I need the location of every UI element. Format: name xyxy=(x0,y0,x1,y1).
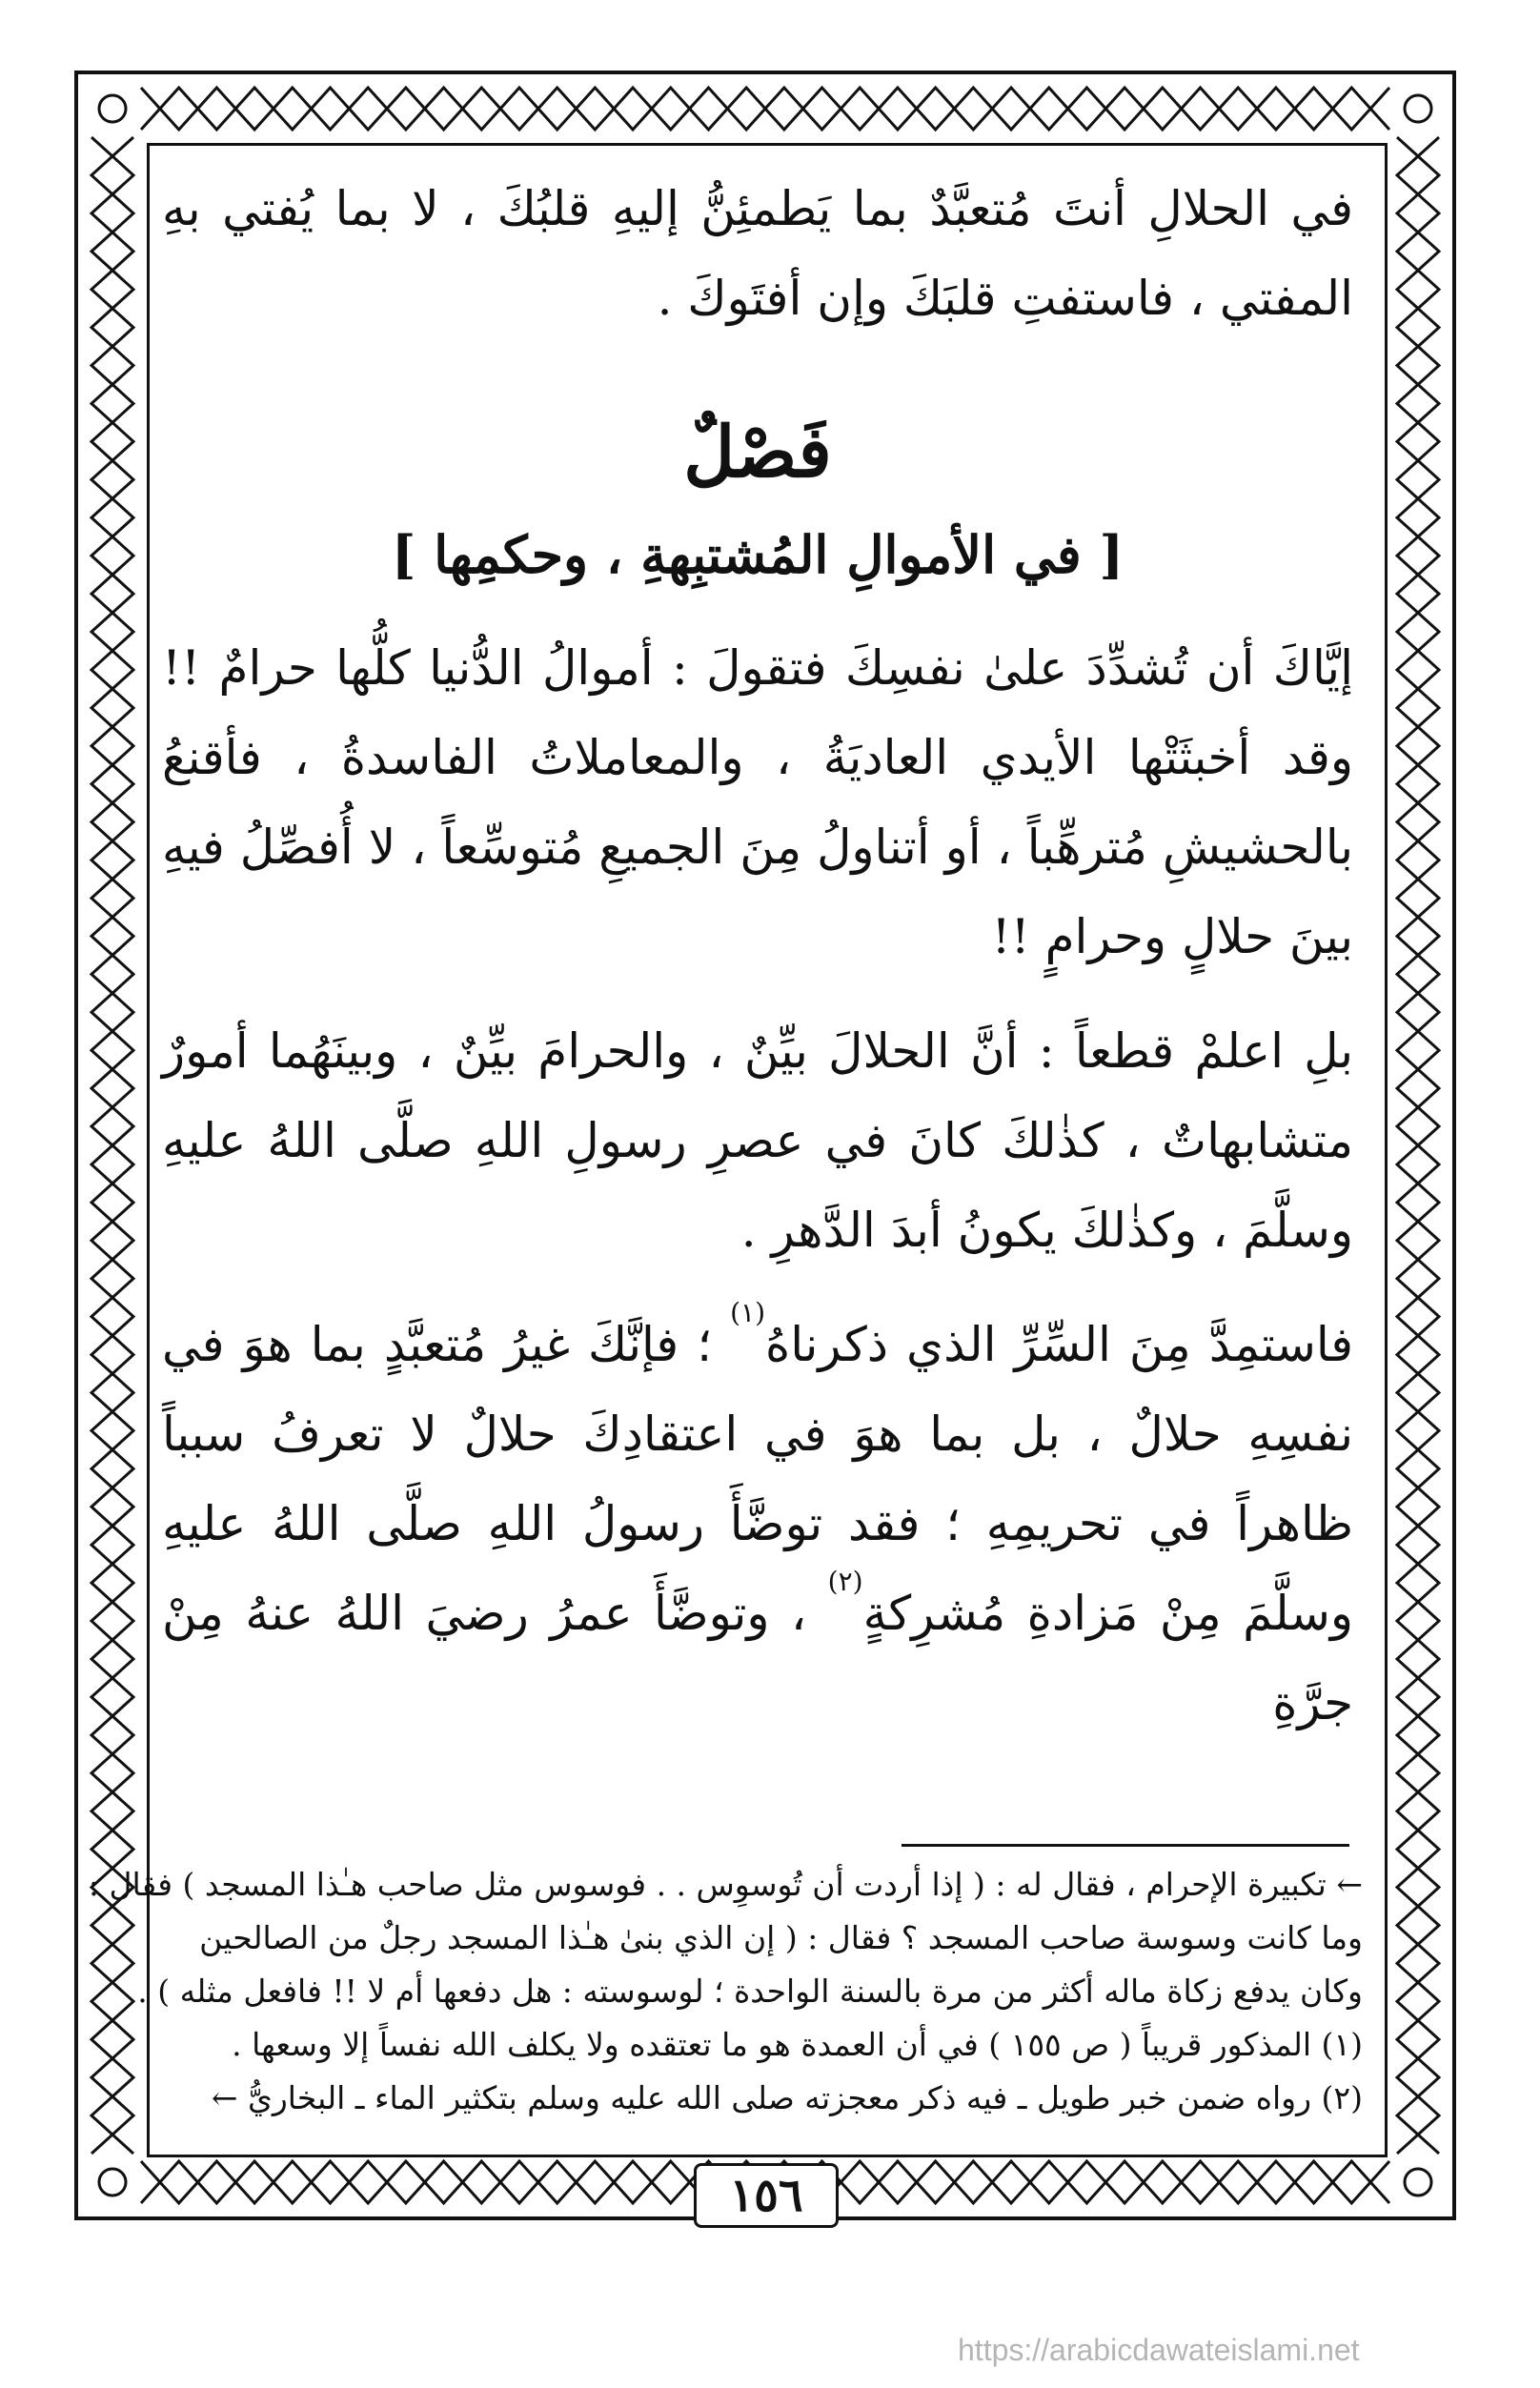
section-heading: فَصْلٌ xyxy=(683,412,832,494)
section-subheading: [ في الأموالِ المُشتبِهةِ ، وحكمِها ] xyxy=(391,524,1125,585)
paragraph-1: إيَّاكَ أن تُشدِّدَ علىٰ نفسِكَ فتقولَ : أموالُ الدُّنيا كلُّها حرامٌ !! وقد أخبثَتْها الأيدي العاديَةُ ، والمعاملاتُ الفاسدةُ ، فأقنعُ بالحشيشِ مُترهِّباً ، أو أتناولُ مِنَ الجميعِ مُتوسِّعاً ، لا أُفصِّلُ فيهِ بينَ حلالٍ وحرامٍ !! xyxy=(162,640,1353,964)
corner-ornament xyxy=(1405,95,1431,122)
page-number: ١٥٦ xyxy=(694,2163,839,2228)
paragraph-opening: في الحلالِ أنتَ مُتعبَّدٌ بما يَطمئِنُّ إليهِ قلبُكَ ، لا بما يُفتي بهِ المفتي ، فاستفتِ قلبَكَ وإن أفتَوكَ . xyxy=(162,181,1353,326)
footnote-line: وما كانت وسوسة صاحب المسجد ؟ فقال : ( إن الذي بنىٰ هـٰذا المسجد رجلٌ من الصالحين xyxy=(199,1919,1363,1956)
footnotes xyxy=(88,1858,1363,2125)
border-wave xyxy=(1397,137,1439,2154)
main-text xyxy=(162,164,1353,1748)
corner-ornament xyxy=(1405,2169,1431,2196)
footnote-ref-2[interactable]: (٢) xyxy=(827,1566,863,1597)
paragraph-2: بلِ اعلمْ قطعاً : أنَّ الحلالَ بيِّنٌ ، والحرامَ بيِّنٌ ، وبينَهُما أمورٌ متشابهاتٌ ، كذٰلكَ كانَ في عصرِ رسولِ اللهِ صلَّى اللهُ عليهِ وسلَّمَ ، وكذٰلكَ يكونُ أبدَ الدَّهرِ . xyxy=(162,1023,1353,1258)
watermark-url: https://arabicdawateislami.net xyxy=(958,2333,1360,2367)
footnote-line: ← تكبيرة الإحرام ، فقال له : ( إذا أردت أن تُوسوِس . . فوسوس مثل صاحب هـٰذا المسجد ) فقال : xyxy=(88,1866,1363,1903)
border-wave xyxy=(91,137,133,2154)
footnote-1: (١) المذكور قريباً ( ص ١٥٥ ) في أن العمدة هو ما تعتقده ولا يكلف الله نفساً إلا وسعها . xyxy=(232,2026,1363,2063)
corner-ornament xyxy=(99,95,126,122)
border-wave xyxy=(141,88,1389,130)
paragraph-3-part-b: ؛ فإنَّكَ غيرُ مُتعبَّدٍ بما هوَ في نفسِهِ حلالٌ ، بل بما هوَ في اعتقادِكَ حلالٌ لا تعرفُ سبباً ظاهراً في تحريمِهِ ؛ فقد توضَّأَ رسولُ اللهِ صلَّى اللهُ عليهِ وسلَّمَ مِنْ مَزادةِ مُشرِكةٍ xyxy=(162,1317,1354,1641)
paragraph-3-part-a: فاستمِدَّ مِنَ السِّرِّ الذي ذكرناهُ xyxy=(765,1317,1353,1372)
footnote-ref-1[interactable]: (١) xyxy=(730,1297,766,1328)
footnote-separator xyxy=(902,1844,1349,1847)
paragraph-3-part-c: ، وتوضَّأَ عمرُ رضيَ اللهُ عنهُ مِنْ جرَّةِ xyxy=(162,1586,1353,1730)
corner-ornament xyxy=(99,2169,126,2196)
footnote-line: وكان يدفع زكاة ماله أكثر من مرة بالسنة الواحدة ؛ لوسوسته : هل دفعها أم لا !! فافعل مثله ) . xyxy=(137,1973,1363,2010)
footnote-2: (٢) رواه ضمن خبر طويل ـ فيه ذكر معجزته صلى الله عليه وسلم بتكثير الماء ـ البخاريُّ ← xyxy=(211,2079,1363,2116)
paragraph-3 xyxy=(162,1297,1354,1748)
